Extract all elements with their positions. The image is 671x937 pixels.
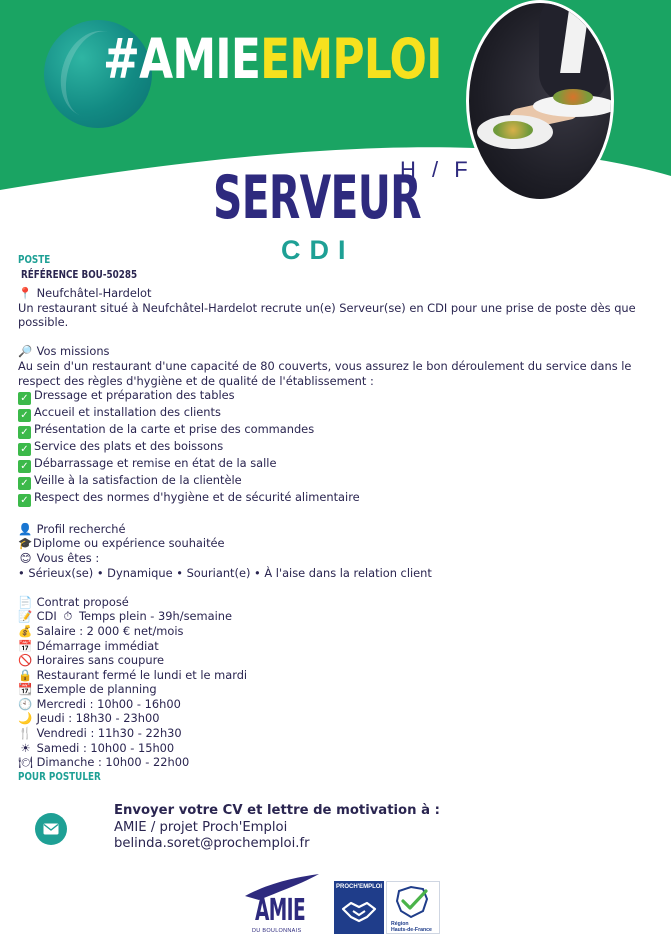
job-description — [18, 286, 650, 770]
region-text: Région Hauts-de-France — [391, 921, 432, 933]
moon-icon: 🌙 — [18, 711, 33, 726]
fork-knife-icon: 🍴 — [18, 726, 33, 741]
missions-heading: Vos missions — [36, 344, 110, 359]
contract-heading: Contrat proposé — [36, 594, 129, 609]
money-bag-icon: 💰 — [18, 623, 33, 638]
checkmark-icon: ✓ — [18, 494, 31, 507]
apply-instruction: Envoyer votre CV et lettre de motivation à : — [114, 803, 440, 818]
envelope-icon — [43, 823, 59, 835]
hashtag-title — [103, 27, 442, 91]
profile-qualities: • Sérieux(se) • Dynamique • Souriant(e) • À l'aise dans la relation client — [18, 565, 432, 580]
job-title: SERVEUR — [213, 163, 421, 233]
planning-item: 🍽 Dimanche : 10h00 - 22h00 — [18, 755, 190, 770]
hours-info: Horaires sans coupure — [36, 653, 165, 668]
mission-item: ✓ Accueil et installation des clients — [18, 405, 650, 422]
amie-logo-text: AMIE — [255, 893, 306, 928]
apply-email-link[interactable]: belinda.soret@prochemploi.fr — [114, 836, 310, 851]
calendar-icon: 📆 — [18, 682, 33, 697]
planning-item: 🕙 Mercredi : 10h00 - 16h00 — [18, 696, 181, 711]
apply-recipient: AMIE / projet Proch'Emploi — [114, 819, 288, 835]
planning-item: ☀ Samedi : 10h00 - 15h00 — [18, 741, 650, 756]
memo-icon: 📝 — [18, 609, 33, 624]
lock-icon: 🔒 — [18, 667, 33, 682]
profile-you-are: Vous êtes : — [36, 550, 100, 565]
amie-logo-subtitle: DU BOULONNAIS — [252, 928, 302, 934]
mission-item: ✓ Dressage et préparation des tables — [18, 388, 650, 405]
contract-type-line: CDI — [36, 609, 57, 624]
section-label-apply: POUR POSTULER — [18, 770, 101, 783]
email-button[interactable] — [35, 813, 67, 845]
magnifier-icon: 🔎 — [18, 344, 33, 359]
profile-diploma: Diplome ou expérience souhaitée — [33, 536, 225, 551]
stopwatch-icon: ⏱ — [63, 609, 73, 624]
planning-item: 🍴 Vendredi : 11h30 - 22h30 — [18, 726, 182, 741]
plate-icon: 🍽 — [18, 755, 33, 770]
closing-days: Restaurant fermé le lundi et le mardi — [36, 667, 248, 682]
gender-tag: H / F — [400, 157, 473, 182]
mission-item: ✓ Présentation de la carte et prise des commandes — [18, 422, 650, 439]
checkmark-icon: ✓ — [18, 392, 31, 405]
prohibited-icon: 🚫 — [18, 653, 33, 668]
waiter-photo — [466, 0, 614, 202]
hashtag-part-1: #AMIE — [103, 27, 261, 91]
mission-item: ✓ Service des plats et des boissons — [18, 439, 650, 456]
pin-icon: 📍 — [18, 286, 33, 300]
contact-block — [114, 803, 440, 853]
location: Neufchâtel-Hardelot — [36, 286, 152, 300]
section-label-poste: POSTE — [18, 253, 51, 266]
planning-item: 🌙 Jeudi : 18h30 - 23h00 — [18, 711, 160, 726]
smiley-icon: 😊 — [19, 550, 32, 565]
calendar-icon: 📅 — [18, 638, 33, 653]
region-map-icon — [393, 885, 433, 919]
contract-hours-line: Temps plein - 39h/semaine — [78, 609, 232, 624]
document-icon: 📄 — [18, 594, 33, 609]
checkmark-icon: ✓ — [18, 443, 31, 456]
contract-type: CDI — [281, 235, 355, 265]
sun-icon: ☀ — [20, 740, 31, 755]
description: Un restaurant situé à Neufchâtel-Hardelot recrute un(e) Serveur(se) en CDI pour une prise de poste dès que possible. — [18, 300, 636, 330]
start-date: Démarrage immédiat — [36, 638, 159, 653]
handshake-icon — [341, 895, 377, 925]
person-icon: 👤 — [18, 521, 33, 536]
mission-item: ✓ Respect des normes d'hygiène et de sécurité alimentaire — [18, 490, 650, 507]
checkmark-icon: ✓ — [18, 477, 31, 490]
mission-item: ✓ Veille à la satisfaction de la clientèle — [18, 473, 650, 490]
planning-heading: Exemple de planning — [36, 682, 157, 697]
proch-emploi-title: PROCH'EMPLOI — [336, 884, 383, 890]
mission-item: ✓ Débarrassage et remise en état de la salle — [18, 456, 650, 473]
clock-icon: 🕙 — [18, 696, 33, 711]
hashtag-part-2: EMPLOI — [260, 27, 442, 91]
graduation-cap-icon: 🎓 — [18, 536, 33, 551]
checkmark-icon: ✓ — [18, 426, 31, 439]
checkmark-icon: ✓ — [18, 409, 31, 422]
job-reference: RÉFÉRENCE BOU-50285 — [21, 268, 138, 281]
salary: Salaire : 2 000 € net/mois — [36, 623, 184, 638]
checkmark-icon: ✓ — [18, 460, 31, 473]
profile-heading: Profil recherché — [36, 521, 126, 536]
missions-intro: Au sein d'un restaurant d'une capacité de 80 couverts, vous assurez le bon déroulement du service dans le respect des règles d'hygiène et de qualité de l'établissement : — [18, 358, 632, 388]
